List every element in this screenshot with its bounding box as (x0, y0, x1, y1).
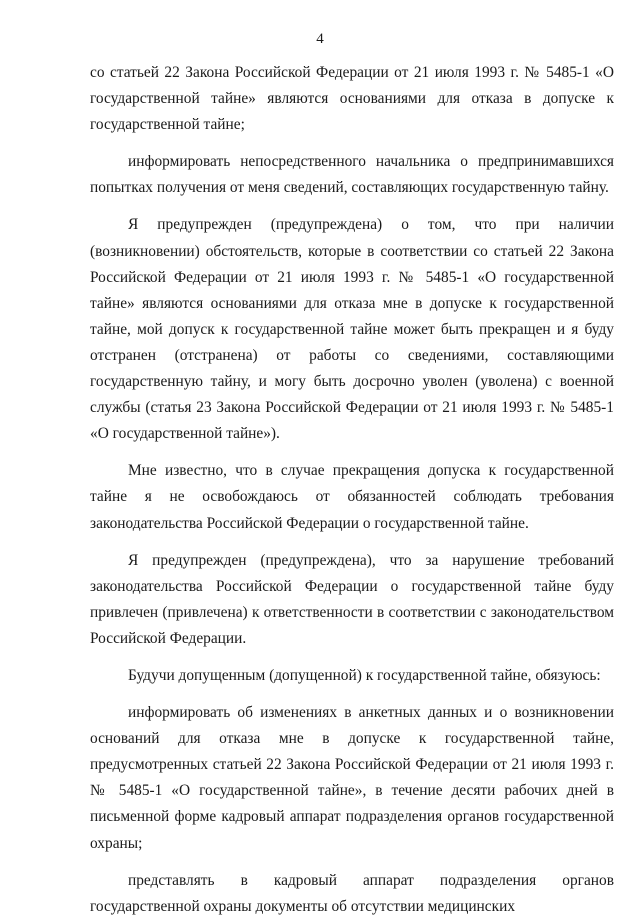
paragraph-6: Будучи допущенным (допущенной) к государственной тайне, обязуюсь: (128, 666, 601, 684)
paragraph-8: представлять в кадровый аппарат подразделения органов государственной охраны документы об отсутствии медицинских (90, 871, 614, 915)
paragraph-7: информировать об изменениях в анкетных данных и о возникновении оснований для отказа мне в допуске к государственной тайне, предусмотренных статьей 22 Закона Российской Федерации от 21 июля 1993 г. № 5485-1 «О государственной тайне», в течение десяти рабочих дней в письменной форме кадровый аппарат подразделения органов государственной охраны; (90, 704, 614, 852)
paragraph-3: Я предупрежден (предупреждена) о том, что при наличии (возникновении) обстоятельств, которые в соответствии со статьей 22 Закона Российской Федерации от 21 июля 1993 г. № 5485-1 «О государственной тайне» являются основаниями для отказа мне в допуске к государственной тайне, мой допуск к государственной тайне может быть прекращен и я буду отстранен (отстранена) от работы со сведениями, составляющими государственную тайну, и могу быть досрочно уволен (уволена) с военной службы (статья 23 Закона Российской Федерации от 21 июля 1993 г. № 5485-1 «О государственной тайне»). (90, 216, 614, 443)
page-number: 4 (316, 31, 324, 47)
document-body (90, 60, 614, 920)
paragraph-1: со статьей 22 Закона Российской Федерации от 21 июля 1993 г. № 5485-1 «О государственной тайне» являются основаниями для отказа в допуске к государственной тайне; (90, 64, 614, 134)
paragraph-2: информировать непосредственного начальника о предпринимавшихся попытках получения от меня сведений, составляющих государственную тайну. (90, 153, 614, 197)
paragraph-5: Я предупрежден (предупреждена), что за нарушение требований законодательства Российской Федерации о государственной тайне буду привлечен (привлечена) к ответственности в соответствии с законодательством Российской Федерации. (90, 551, 614, 647)
paragraph-4: Мне известно, что в случае прекращения допуска к государственной тайне я не освобождаюсь от обязанностей соблюдать требования законодательства Российской Федерации о государственной тайне. (90, 462, 614, 532)
